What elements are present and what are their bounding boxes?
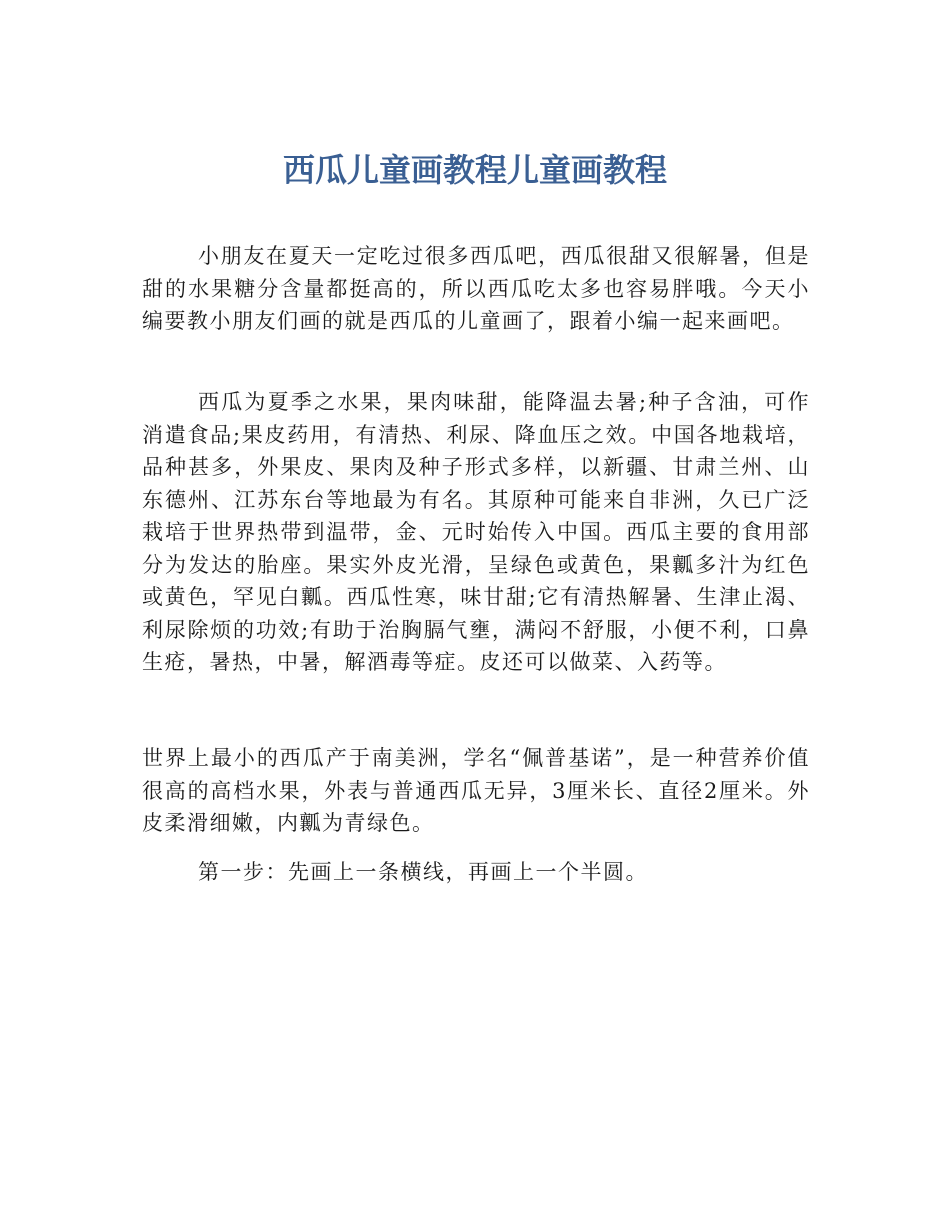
paragraph-watermelon-description: 西瓜为夏季之水果，果肉味甜，能降温去暑;种子含油，可作消遣食品;果皮药用，有清热、利尿、降血压之效。中国各地栽培，品种甚多，外果皮、果肉及种子形式多样，以新疆、甘肃兰州、山东德州、江苏东台等地最为有名。其原种可能来自非洲，久已广泛栽培于世界热带到温带，金、元时始传入中国。西瓜主要的食用部分为发达的胎座。果实外皮光滑，呈绿色或黄色，果瓤多汁为红色或黄色，罕见白瓤。西瓜性寒，味甘甜;它有清热解暑、生津止渴、利尿除烦的功效;有助于治胸膈气壅，满闷不舒服，小便不利，口鼻生疮，暑热，中暑，解酒毒等症。皮还可以做菜、入药等。 [142,390,810,674]
paragraph-step-one: 第一步：先画上一条横线，再画上一个半圆。 [198,860,648,884]
paragraph-intro: 小朋友在夏天一定吃过很多西瓜吧，西瓜很甜又很解暑，但是甜的水果糖分含量都挺高的，所以西瓜吃太多也容易胖哦。今天小编要教小朋友们画的就是西瓜的儿童画了，跟着小编一起来画吧。 [142,244,810,333]
document-title: 西瓜儿童画教程儿童画教程 [282,151,667,189]
paragraph-smallest-watermelon: 世界上最小的西瓜产于南美洲，学名“佩普基诺”，是一种营养价值很高的高档水果，外表与普通西瓜无异，3厘米长、直径2厘米。外皮柔滑细嫩，内瓤为青绿色。 [142,746,810,835]
